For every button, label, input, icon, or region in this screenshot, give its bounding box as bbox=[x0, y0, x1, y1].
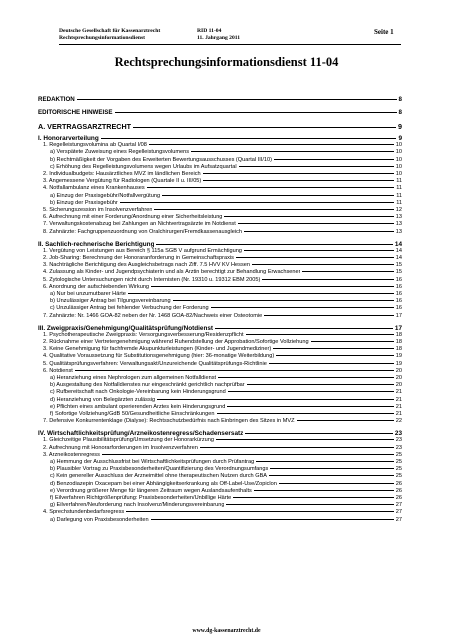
toc-section bbox=[38, 325, 402, 332]
toc-leader-line bbox=[149, 144, 394, 145]
toc-leader-line bbox=[247, 384, 394, 385]
toc-entry bbox=[38, 178, 402, 184]
toc-entry bbox=[38, 255, 402, 261]
header-divider bbox=[59, 44, 401, 45]
toc-page-number: 21 bbox=[395, 389, 402, 396]
toc-leader-line bbox=[151, 286, 394, 287]
header-org-name: Deutsche Gesellschaft für Kassenarztrecht bbox=[59, 28, 161, 34]
toc-entry-title: 8. Zahnärzte: Fachgruppenzuordnung von Oralchirurgen/Fremdkassenausgleich bbox=[43, 228, 243, 235]
toc-entry-title: 1. Psychotherapeutische Zweigpraxis: Versorgungsverbesserung/Residenzpflicht bbox=[43, 331, 244, 338]
toc-entry-title: 4. Notfallambulanz eines Krankenhauses bbox=[43, 185, 145, 192]
toc-leader-line bbox=[126, 511, 394, 512]
toc-entry-title: e) Verordnung größerer Menge für längeren Zeitraum wegen Auslandsaufenthalts bbox=[50, 487, 252, 494]
toc-page-number: 16 bbox=[395, 283, 402, 290]
header-organization bbox=[59, 28, 160, 42]
toc-leader-line bbox=[133, 127, 396, 128]
toc-leader-line bbox=[162, 195, 394, 196]
toc-leader-line bbox=[252, 264, 394, 265]
toc-page-number: 25 bbox=[395, 451, 402, 458]
toc-page-number: 19 bbox=[395, 353, 402, 360]
toc-page-number: 14 bbox=[394, 240, 402, 248]
toc-section bbox=[38, 430, 402, 437]
toc-entry-title: IV. Wirtschaftlichkeitsprüfung/Arzneikostenregress/Schadensersatz bbox=[38, 430, 244, 438]
toc-entry-title: c) Kein genereller Ausschluss der Arzneimittel ohne therapeutischen Nutzen durch GBA bbox=[50, 473, 268, 480]
toc-page-number: 18 bbox=[395, 331, 402, 338]
toc-page-number: 10 bbox=[395, 156, 402, 163]
toc-entry bbox=[38, 269, 402, 275]
toc-page-number: 10 bbox=[395, 163, 402, 170]
header-volume-year: 11. Jahrgang 2011 bbox=[197, 35, 241, 41]
toc-leader-line bbox=[228, 391, 394, 392]
toc-entry-title: 3. Angemessene Vergütung für Radiologen (Quartale II u. III/05) bbox=[43, 178, 202, 185]
toc-entry-title: 1. Gleichzeitige Plausibilitätsprüfung/Umsetzung der Honorarkürzung bbox=[43, 437, 215, 444]
toc-leader-line bbox=[77, 99, 397, 100]
toc-entry-title: REDAKTION bbox=[38, 96, 75, 103]
toc-entry-title: 2. Aufrechnung mit Honorarforderungen im Insolvenzverfahren bbox=[43, 444, 198, 451]
toc-entry-title: 4. Sprechstundenbedarfsregress bbox=[43, 509, 125, 516]
toc-entry-title: d) Heranziehung von Belegärzten zulässig bbox=[50, 396, 156, 403]
toc-entry-title: 1. Regelleistungsvolumina ab Quartal I/08 bbox=[43, 142, 147, 149]
toc-entry bbox=[38, 149, 402, 155]
toc-leader-line bbox=[244, 250, 394, 251]
toc-page-number: 26 bbox=[395, 487, 402, 494]
toc-page-number: 18 bbox=[395, 346, 402, 353]
toc-leader-line bbox=[147, 187, 395, 188]
toc-entry bbox=[38, 207, 402, 213]
toc-page-number: 12 bbox=[395, 207, 402, 213]
toc-entry bbox=[38, 284, 402, 290]
toc-entry-title: 4. Zulassung als Kinder- und Jugendpsychiaterin und als Ärztin berechtigt zur Behandlung Erwachsener bbox=[43, 269, 301, 276]
document-title: Rechtsprechungsinformationsdienst 11-04 bbox=[114, 55, 339, 69]
toc-page-number: 19 bbox=[395, 360, 402, 367]
toc-page-number: 11 bbox=[396, 199, 402, 206]
toc-entry-title: 5. Zytologische Untersuchungen nicht durch Internisten (Nr. 19310 u. 19312 EBM 2005) bbox=[43, 276, 261, 283]
toc-leader-line bbox=[273, 348, 394, 349]
toc-entry bbox=[38, 459, 402, 465]
toc-entry-title: d) Benzodiazepin Oxacepam bei einer Abhängigkeitserkrankung als Off-Label-Use/Zopiclon bbox=[50, 480, 277, 487]
toc-entry-title: c) Unzulässiger Antrag bei fehlender Verbuchung der Forderung bbox=[50, 305, 209, 312]
toc-page-number: 20 bbox=[395, 375, 402, 381]
toc-entry-title: a) Heranziehung eines Nephrologen zum allgemeinen Notfalldienst bbox=[50, 375, 217, 381]
toc-entry bbox=[38, 397, 402, 403]
toc-entry-title: 5. Qualitätsprüfungsverfahren: Verwaltungsakt/Unzureichende Qualitätsprüfungs-Richtlinie bbox=[43, 360, 267, 367]
toc-entry-title: b) Einzug der Praxisgebühr bbox=[50, 199, 118, 206]
toc-entry-title: 6. Notdienst bbox=[43, 367, 73, 374]
toc-page-number: 21 bbox=[395, 403, 402, 410]
toc-leader-line bbox=[236, 257, 394, 258]
toc-entry bbox=[38, 142, 402, 148]
toc-entry bbox=[38, 466, 402, 472]
toc-page-number: 9 bbox=[398, 135, 402, 142]
toc-leader-line bbox=[276, 355, 394, 356]
toc-leader-line bbox=[269, 363, 394, 364]
toc-leader-line bbox=[203, 180, 394, 181]
toc-entry-title: 5. Sicherungszession im Insolvenzverfahren bbox=[43, 207, 153, 213]
toc-entry bbox=[38, 200, 402, 206]
toc-leader-line bbox=[191, 151, 394, 152]
toc-page-number: 20 bbox=[395, 382, 402, 389]
toc-page-number: 16 bbox=[395, 276, 402, 283]
toc-leader-line bbox=[115, 112, 397, 113]
toc-entry-title: 1. Vergütung von Leistungen aus Bereich § 115a SGB V aufgrund Ermächtigung bbox=[43, 247, 242, 254]
toc-page-number: 21 bbox=[395, 411, 402, 417]
toc-leader-line bbox=[120, 202, 394, 203]
toc-entry bbox=[38, 262, 402, 268]
toc-page-number: 10 bbox=[395, 142, 402, 149]
toc-entry bbox=[38, 509, 402, 515]
toc-entry-title: II. Sachlich-rechnerische Berichtigung bbox=[38, 240, 155, 248]
toc-page-number: 21 bbox=[395, 396, 402, 403]
toc-chapter bbox=[38, 109, 402, 116]
toc-page-number: 14 bbox=[395, 247, 402, 254]
toc-leader-line bbox=[211, 307, 394, 308]
toc-leader-line bbox=[215, 328, 393, 329]
toc-page-number: 25 bbox=[395, 473, 402, 480]
toc-entry-title: e) Pflichten eines ambulant operierenden Arztes kein Hinderungsgrund bbox=[50, 403, 226, 410]
toc-page-number: 18 bbox=[395, 339, 402, 345]
toc-page-number: 11 bbox=[396, 192, 402, 199]
toc-entry bbox=[38, 305, 402, 311]
toc-entry-title: a) Darlegung von Praxisbesonderheiten bbox=[50, 516, 149, 523]
toc-page-number: 8 bbox=[398, 109, 402, 116]
toc-page-number: 16 bbox=[395, 298, 402, 305]
toc-page-number: 10 bbox=[395, 171, 402, 177]
toc-entry bbox=[38, 437, 402, 443]
toc-leader-line bbox=[101, 138, 397, 139]
toc-entry bbox=[38, 418, 402, 424]
toc-entry-title: 7. Zahnärzte: Nr. 1466 GOÄ-82 neben der Nr. 1468 GOÄ-82/Nachweis einer Osteotomie bbox=[43, 312, 263, 319]
toc-leader-line bbox=[173, 300, 394, 301]
toc-entry bbox=[38, 353, 402, 359]
toc-entry-title: f) Sofortige Vollziehung/GdB 50/Gesundheitliche Einschränkungen bbox=[50, 411, 215, 417]
toc-page-number: 26 bbox=[395, 480, 402, 487]
toc-entry-title: b) Rechtmäßigkeit der Vorgaben des Erweiterten Bewertungsausschusses (Quartal III/10) bbox=[50, 156, 272, 163]
toc-leader-line bbox=[246, 334, 394, 335]
toc-entry bbox=[38, 488, 402, 494]
toc-entry bbox=[38, 221, 402, 227]
toc-page-number: 22 bbox=[395, 418, 402, 425]
toc-page-number: 26 bbox=[395, 495, 402, 501]
toc-page-number: 13 bbox=[395, 228, 402, 235]
toc-leader-line bbox=[218, 377, 394, 378]
toc-page-number: 16 bbox=[395, 291, 402, 297]
toc-entry bbox=[38, 404, 402, 410]
toc-leader-line bbox=[217, 413, 394, 414]
toc-leader-line bbox=[238, 223, 394, 224]
toc-entry-title: b) Unzulässiger Antrag bei Tilgungsvereinbarung bbox=[50, 298, 171, 305]
toc-entry bbox=[38, 346, 402, 352]
toc-entry-title: a) Einzug der Praxisgebühr/Notfallvergütung bbox=[50, 192, 161, 199]
toc-entry bbox=[38, 495, 402, 501]
toc-entry-title: c) Erhöhung des Regelleistungsvolumens wegen Urlaubs im Aufsatzquartal bbox=[50, 163, 237, 170]
toc-page-number: 27 bbox=[395, 516, 402, 523]
toc-entry-title: a) Nur bei unzumutbarer Härte bbox=[50, 291, 126, 297]
toc-entry bbox=[38, 473, 402, 479]
toc-leader-line bbox=[128, 293, 394, 294]
header-issue-number: RID 11-04 bbox=[197, 28, 222, 34]
toc-page-number: 16 bbox=[395, 305, 402, 312]
toc-leader-line bbox=[216, 439, 394, 440]
toc-leader-line bbox=[264, 315, 394, 316]
toc-entry bbox=[38, 361, 402, 367]
toc-leader-line bbox=[311, 341, 394, 342]
toc-entry bbox=[38, 157, 402, 163]
toc-entry bbox=[38, 171, 402, 177]
toc-entry-title: f) Eilverfahren Richtgrößenprüfung: Praxisbesonderheiten/Unbillige Härte bbox=[50, 495, 232, 501]
toc-leader-line bbox=[297, 420, 394, 421]
toc-entry-title: g) Eilverfahren/Neuforderung nach Insolvenz/Minderungsvereinbarung bbox=[50, 502, 225, 509]
toc-page-number: 15 bbox=[395, 262, 402, 269]
toc-page-number: 13 bbox=[395, 214, 402, 221]
toc-leader-line bbox=[157, 399, 394, 400]
toc-entry-title: a) Hemmung der Ausschlussfrist bei Wirtschaftlichkeitsprüfungen durch Prüfantrag bbox=[50, 459, 255, 465]
toc-leader-line bbox=[256, 461, 394, 462]
toc-entry-title: 3. Arzneikostenregress bbox=[43, 451, 100, 458]
toc-leader-line bbox=[151, 519, 394, 520]
toc-entry-title: b) Plausibler Vortrag zu Praxisbesonderheiten/Quantifizierung des Verordnungsumfangs bbox=[50, 466, 269, 473]
toc-entry-title: 3. Nachträgliche Berichtigung des Ausgleichsbetrags nach Ziff. 7.5 HVV KV Hessen bbox=[43, 262, 250, 269]
toc-entry bbox=[38, 389, 402, 395]
toc-page-number: 13 bbox=[395, 221, 402, 228]
toc-page-number: 27 bbox=[395, 502, 402, 509]
toc-entry bbox=[38, 291, 402, 297]
toc-entry bbox=[38, 214, 402, 220]
toc-entry-title: 3. Keine Genehmigung für fachfremde Akupunkturleistungen (Kinder- und Jugendmediziner) bbox=[43, 346, 272, 353]
toc-leader-line bbox=[233, 497, 393, 498]
toc-entry-title: EDITORISCHE HINWEISE bbox=[38, 109, 113, 116]
toc-page-number: 23 bbox=[395, 444, 402, 451]
toc-entry-title: 7. Defensive Konkurrentenklage (Dialyse): Rechtsschutzbedürfnis nach Einbringen des Sitzes in MVZ bbox=[43, 418, 295, 425]
toc-entry-title: 6. Aufrechnung mit einer Forderung/Anordnung einer Sicherheitsleistung bbox=[43, 214, 223, 221]
toc-page-number: 9 bbox=[398, 122, 402, 131]
toc-entry bbox=[38, 164, 402, 170]
toc-leader-line bbox=[75, 370, 394, 371]
toc-leader-line bbox=[262, 279, 393, 280]
toc-page-number: 17 bbox=[394, 324, 402, 332]
toc-leader-line bbox=[226, 504, 393, 505]
toc-entry bbox=[38, 277, 402, 283]
toc-entry bbox=[38, 517, 402, 523]
toc-chapter bbox=[38, 122, 402, 131]
toc-page-number: 20 bbox=[395, 367, 402, 374]
toc-entry bbox=[38, 332, 402, 338]
toc-page-number: 8 bbox=[398, 96, 402, 103]
toc-entry bbox=[38, 368, 402, 374]
toc-entry-title: 6. Anordnung der aufschiebenden Wirkung bbox=[43, 283, 150, 290]
toc-leader-line bbox=[245, 433, 393, 434]
toc-page-number: 14 bbox=[395, 255, 402, 261]
toc-leader-line bbox=[102, 454, 394, 455]
toc-page-number: 23 bbox=[394, 430, 402, 438]
toc-leader-line bbox=[279, 483, 394, 484]
toc-entry-title: b) Ausgestaltung des Notfalldienstes nur eingeschränkt gerichtlich nachprüfbar bbox=[50, 382, 245, 389]
toc-leader-line bbox=[200, 447, 394, 448]
toc-entry-title: 7. Verwaltungskostenabzug bei Zahlungen an Nichtvertragsärzte im Notdienst bbox=[43, 221, 236, 228]
toc-entry bbox=[38, 445, 402, 451]
toc-entry bbox=[38, 313, 402, 319]
toc-page-number: 15 bbox=[395, 269, 402, 276]
toc-chapter bbox=[38, 96, 402, 103]
toc-section bbox=[38, 135, 402, 142]
toc-entry-title: 2. Job-Sharing: Berechnung der Honoraranforderung in Gemeinschaftspraxis bbox=[43, 255, 234, 261]
toc-entry-title: 4. Qualitative Voraussetzung für Substitutionsgenehmigung (hier: 36-monatige Weiterbildung) bbox=[43, 353, 275, 360]
toc-leader-line bbox=[302, 271, 393, 272]
toc-section bbox=[38, 241, 402, 248]
toc-leader-line bbox=[254, 490, 394, 491]
toc-page-number: 25 bbox=[395, 466, 402, 473]
toc-entry bbox=[38, 375, 402, 381]
toc-entry bbox=[38, 298, 402, 304]
toc-page-number: 11 bbox=[396, 178, 402, 185]
toc-page-number: 25 bbox=[395, 459, 402, 465]
toc-entry-title: 2. Individualbudgets: Hausärztliches MVZ im ländlichen Bereich bbox=[43, 171, 201, 177]
toc-leader-line bbox=[274, 159, 394, 160]
toc-leader-line bbox=[244, 231, 394, 232]
header-issue bbox=[197, 28, 240, 42]
toc-entry-title: III. Zweigpraxis/Genehmigung/Qualitätsprüfung/Notdienst bbox=[38, 324, 214, 332]
toc-entry bbox=[38, 481, 402, 487]
toc-leader-line bbox=[270, 468, 393, 469]
toc-page-number: 17 bbox=[395, 312, 402, 319]
toc-page-number: 10 bbox=[395, 149, 402, 156]
toc-page-number: 11 bbox=[396, 185, 402, 192]
toc-leader-line bbox=[154, 209, 393, 210]
toc-entry bbox=[38, 185, 402, 191]
toc-entry-title: A. VERTRAGSARZTRECHT bbox=[38, 122, 132, 131]
toc-page-number: 27 bbox=[395, 509, 402, 516]
toc-page-number: 23 bbox=[395, 437, 402, 444]
toc-leader-line bbox=[269, 475, 394, 476]
toc-leader-line bbox=[203, 173, 394, 174]
toc-entry bbox=[38, 411, 402, 417]
toc-leader-line bbox=[227, 406, 393, 407]
toc-entry-title: I. Honorarverteilung bbox=[38, 135, 99, 142]
footer-url: www.dg-kassenarztrecht.de bbox=[192, 628, 261, 634]
header-publication-name: Rechtsprechungsinformationsdienst bbox=[59, 35, 145, 41]
header-page-label: Seite 1 bbox=[374, 28, 394, 36]
toc-leader-line bbox=[224, 216, 393, 217]
toc-entry bbox=[38, 382, 402, 388]
toc-entry-title: a) Verspätete Zuweisung eines Regelleistungsvolumens bbox=[50, 149, 189, 156]
toc-entry bbox=[38, 339, 402, 345]
toc-leader-line bbox=[239, 166, 394, 167]
toc-entry-title: 2. Rücknahme einer Vertretergenehmigung während Ruhendstellung der Approbation/Sofortige Vollziehung bbox=[43, 339, 309, 345]
toc-entry bbox=[38, 452, 402, 458]
toc-entry-title: c) Rufbereitschaft nach Onkologie-Vereinbarung kein Hinderungsgrund bbox=[50, 389, 226, 396]
toc-entry bbox=[38, 193, 402, 199]
toc-leader-line bbox=[156, 244, 392, 245]
toc-entry bbox=[38, 502, 402, 508]
toc-entry bbox=[38, 229, 402, 235]
toc-entry bbox=[38, 248, 402, 254]
